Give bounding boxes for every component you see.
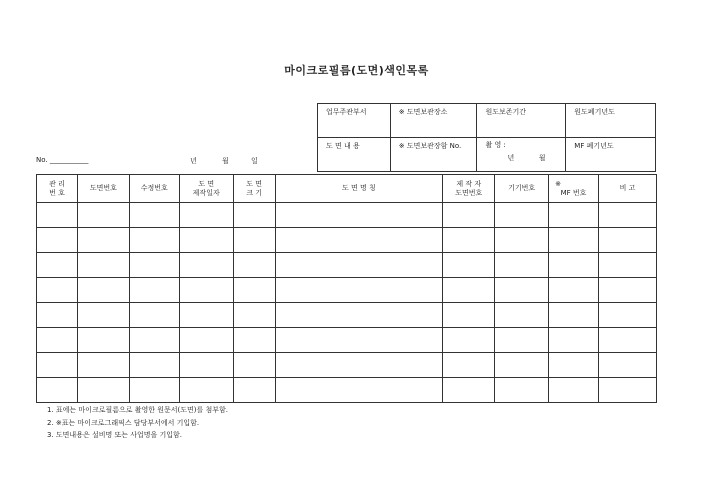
col-header-drawing-no: 도면번호 xyxy=(77,175,129,203)
notes xyxy=(47,404,228,442)
dept-label: 업무주관부서 xyxy=(318,104,391,138)
note-item: 3. 도면내용은 설비명 또는 사업명을 기입함. xyxy=(47,431,182,439)
retention-period-label: 원도보존기간 xyxy=(477,104,566,138)
shooting-month-label: 월 xyxy=(538,154,546,162)
shooting-cell xyxy=(477,138,566,172)
no-label: No. ___________ xyxy=(36,156,89,164)
month-label: 월 xyxy=(222,157,229,165)
table-row xyxy=(37,278,657,303)
col-header-equipment-no: 기기번호 xyxy=(495,175,549,203)
col-header-revision-no: 수정번호 xyxy=(129,175,179,203)
col-header-remarks: 비 고 xyxy=(599,175,657,203)
page-title: 마이크로필름(도면)색인목록 xyxy=(284,64,429,77)
table-row xyxy=(37,253,657,278)
shooting-year-label: 년 xyxy=(507,154,515,162)
col-header-mgmt-no: 관 리 번 호 xyxy=(37,175,78,203)
table-row xyxy=(37,303,657,328)
shooting-label: 촬 영 : xyxy=(485,141,506,149)
index-table xyxy=(36,174,657,403)
drawing-content-label: 도 면 내 용 xyxy=(318,138,391,172)
table-row xyxy=(37,228,657,253)
storage-location-label: ※ 도면보관장소 xyxy=(390,104,477,138)
col-header-mf-no: ※ MF 번호 xyxy=(549,175,599,203)
table-row xyxy=(37,353,657,378)
col-header-drawing-date: 도 면 제작일자 xyxy=(179,175,233,203)
table-row xyxy=(37,378,657,403)
mf-disposal-label: MF 폐기년도 xyxy=(566,138,656,172)
col-header-drawing-size: 도 면 크 기 xyxy=(233,175,275,203)
day-label: 일 xyxy=(251,157,258,165)
note-item: 1. 표에는 마이크로필름으로 촬영한 원문서(도면)를 첨부함. xyxy=(47,406,229,414)
table-row xyxy=(37,328,657,353)
info-table xyxy=(317,103,656,172)
col-header-maker-drawing-no: 제 작 자 도면번호 xyxy=(443,175,495,203)
storage-no-label: ※ 도면보관장함 No. xyxy=(390,138,477,172)
note-item: 2. ※표는 마이크로그래픽스 담당부서에서 기입함. xyxy=(47,418,200,427)
disposal-year-label: 원도폐기년도 xyxy=(566,104,656,138)
year-label: 년 xyxy=(190,157,197,165)
table-header-row xyxy=(37,175,657,203)
col-header-drawing-name: 도 면 명 칭 xyxy=(275,175,443,203)
table-row xyxy=(37,203,657,228)
